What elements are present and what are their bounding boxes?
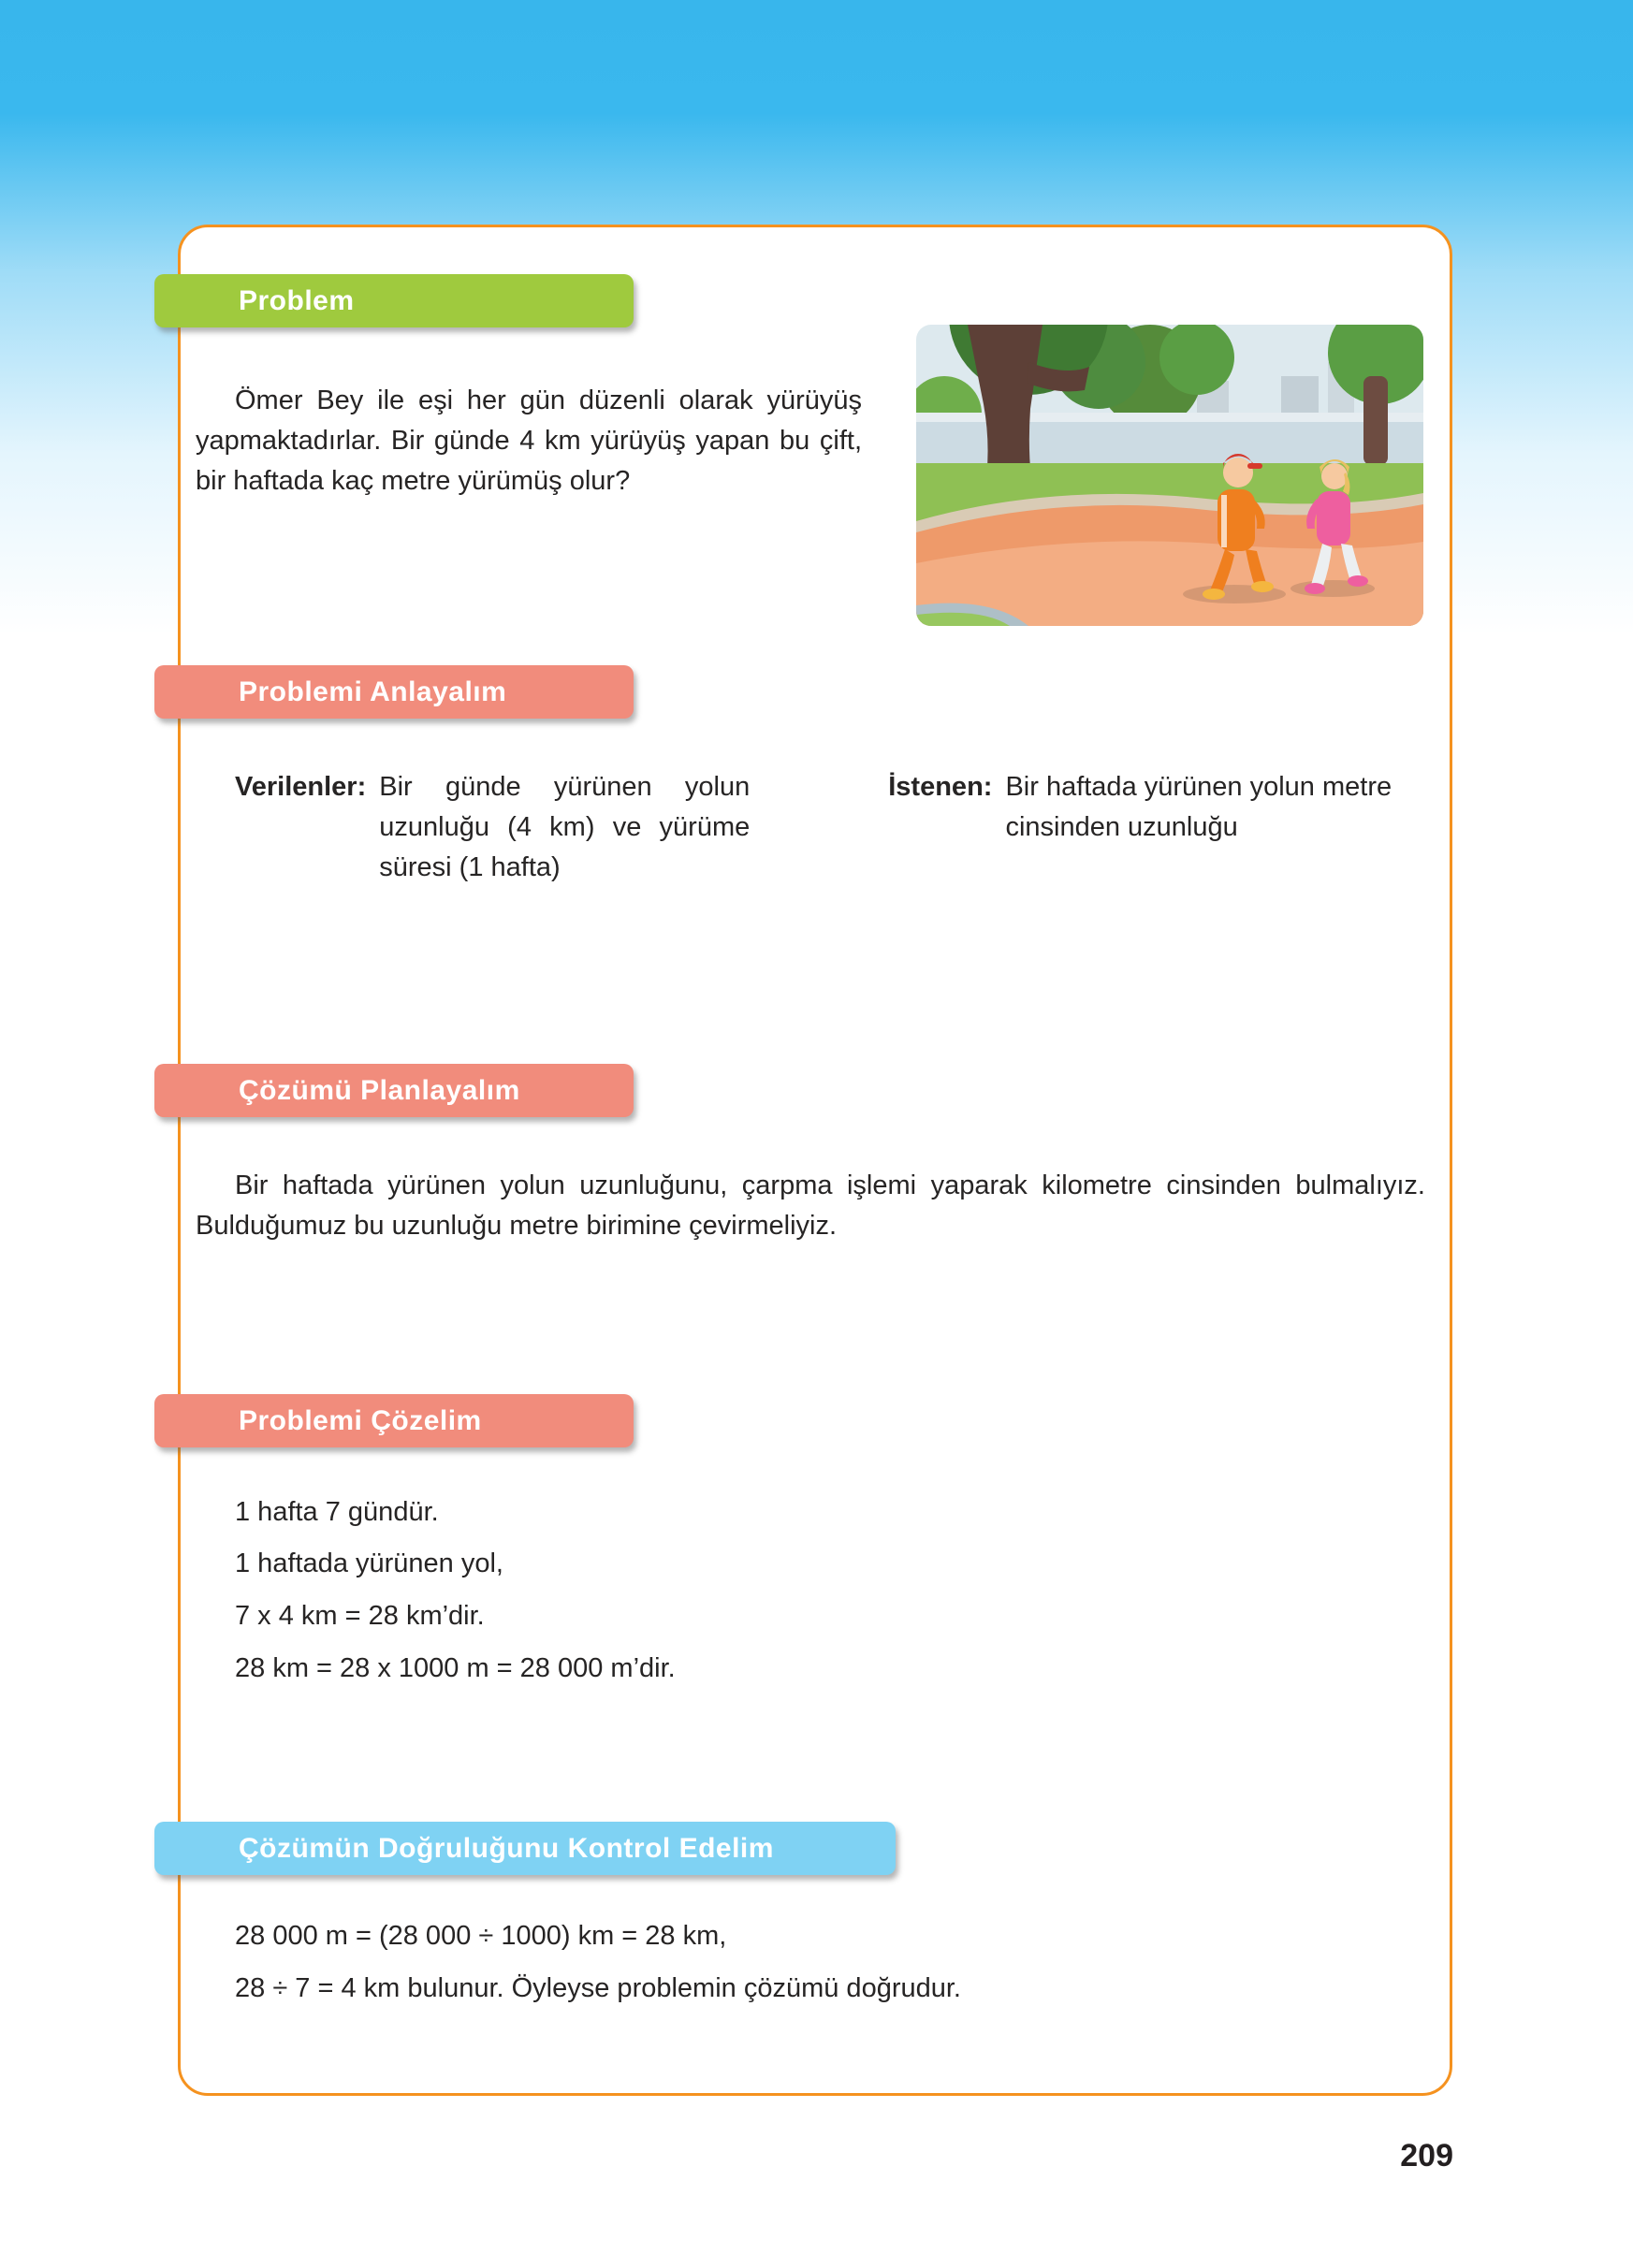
wanted-label: İstenen: xyxy=(888,772,993,802)
given-block xyxy=(235,767,750,888)
problem-badge-label: Problem xyxy=(239,285,355,316)
check-badge xyxy=(154,1822,896,1875)
check-step: 28 ÷ 7 = 4 km bulunur. Öyleyse problemin çözümü doğrudur. xyxy=(235,1973,961,2004)
page-number: 209 xyxy=(1400,2138,1453,2174)
check-step: 28 000 m = (28 000 ÷ 1000) km = 28 km, xyxy=(235,1921,727,1952)
problem-text: Ömer Bey ile eşi her gün düzenli olarak yürüyüş yapmaktadırlar. Bir günde 4 km yürüyüş yapan bu çift, bir haftada kaç metre yürümüş olur? xyxy=(196,385,862,496)
solution-step: 1 hafta 7 gündür. xyxy=(235,1496,439,1527)
park-illustration xyxy=(916,325,1423,626)
check-badge-label: Çözümün Doğruluğunu Kontrol Edelim xyxy=(239,1833,774,1865)
problem-badge xyxy=(154,274,634,327)
solution-step: 28 km = 28 x 1000 m = 28 000 m’dir. xyxy=(235,1653,676,1684)
solution-step: 1 haftada yürünen yol, xyxy=(235,1548,503,1579)
understand-section xyxy=(181,767,1450,888)
plan-badge-label: Çözümü Planlayalım xyxy=(239,1074,520,1106)
solve-badge-label: Problemi Çözelim xyxy=(239,1404,482,1436)
check-steps xyxy=(181,1916,1450,2009)
given-text: Bir günde yürünen yolun uzunluğu (4 km) ve yürüme süresi (1 hafta) xyxy=(379,772,751,882)
solve-badge xyxy=(154,1394,634,1447)
solution-step: 7 x 4 km = 28 km’dir. xyxy=(235,1601,485,1632)
wanted-block xyxy=(888,767,1437,888)
solution-steps xyxy=(181,1492,1450,1690)
plan-badge xyxy=(154,1064,634,1117)
plan-text: Bir haftada yürünen yolun uzunluğunu, çarpma işlemi yaparak kilometre cinsinden bulmalıyız. Bulduğumuz bu uzunluğu metre birimine çevirmeliyiz. xyxy=(196,1170,1425,1241)
understand-badge xyxy=(154,665,634,719)
couple-walking-illustration xyxy=(916,325,1423,626)
given-label: Verilenler: xyxy=(235,772,367,802)
wanted-text: Bir haftada yürünen yolun metre cinsinden uzunluğu xyxy=(1005,772,1392,842)
understand-badge-label: Problemi Anlayalım xyxy=(239,676,507,707)
problem-section xyxy=(181,342,1450,626)
content-card xyxy=(178,225,1452,2096)
